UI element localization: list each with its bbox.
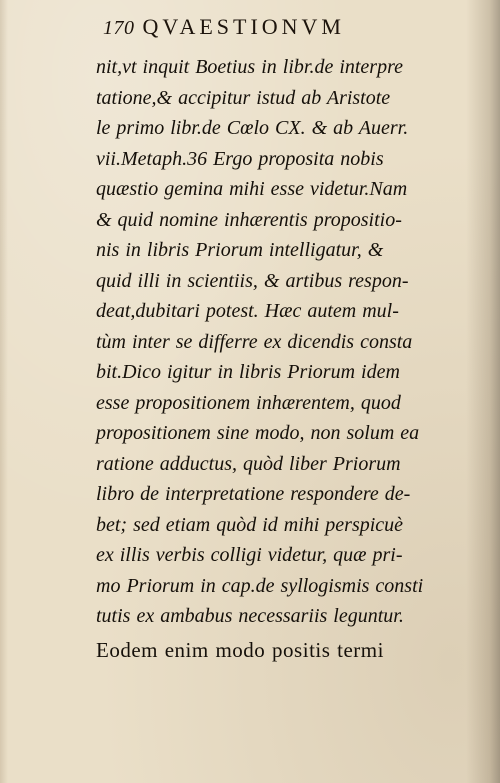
text-line: ratione adductus, quòd liber Priorum [96, 452, 401, 475]
text-line: esse propositionem inhærentem, quod [96, 391, 401, 414]
text-line: quid illi in scientiis, & artibus respon- [96, 269, 409, 292]
text-line: libro de interpretatione respondere de- [96, 483, 411, 505]
text-line: quæstio gemina mihi esse videtur.Nam [96, 178, 408, 200]
running-head: QVAESTIONVM [142, 14, 345, 39]
text-line: tutis ex ambabus necessariis leguntur. [96, 605, 404, 627]
text-line: propositionem sine modo, non solum ea [96, 422, 420, 444]
text-line: ex illis verbis colligi videtur, quæ pri- [96, 544, 403, 566]
page-number: 170 [103, 17, 135, 39]
text-line: bit.Dico igitur in libris Priorum idem [96, 361, 400, 383]
text-line: nit,vt inquit Boetius in libr.de interpre [96, 56, 404, 78]
page-edge-shading [0, 0, 8, 783]
body-text [96, 52, 441, 712]
page-header [103, 14, 433, 42]
text-line: Eodem enim modo positis termi [96, 637, 384, 662]
text-line: tùm inter se differre ex dicendis consta [96, 330, 413, 353]
text-line: & quid nomine inhærentis propositio- [96, 208, 402, 231]
text-line: deat,dubitari potest. Hæc autem mul- [96, 300, 399, 322]
text-line: bet; sed etiam quòd id mihi perspicuè [96, 513, 404, 536]
text-line: vii.Metaph.36 Ergo proposita nobis [96, 147, 384, 170]
gutter-shadow [466, 0, 500, 783]
text-line: tatione,& accipitur istud ab Aristote [96, 86, 391, 109]
text-line: le primo libr.de Cœlo CX. & ab Auerr. [96, 117, 409, 139]
text-line: mo Priorum in cap.de syllogismis consti [96, 574, 424, 597]
text-line: nis in libris Priorum intelligatur, & [96, 239, 384, 261]
